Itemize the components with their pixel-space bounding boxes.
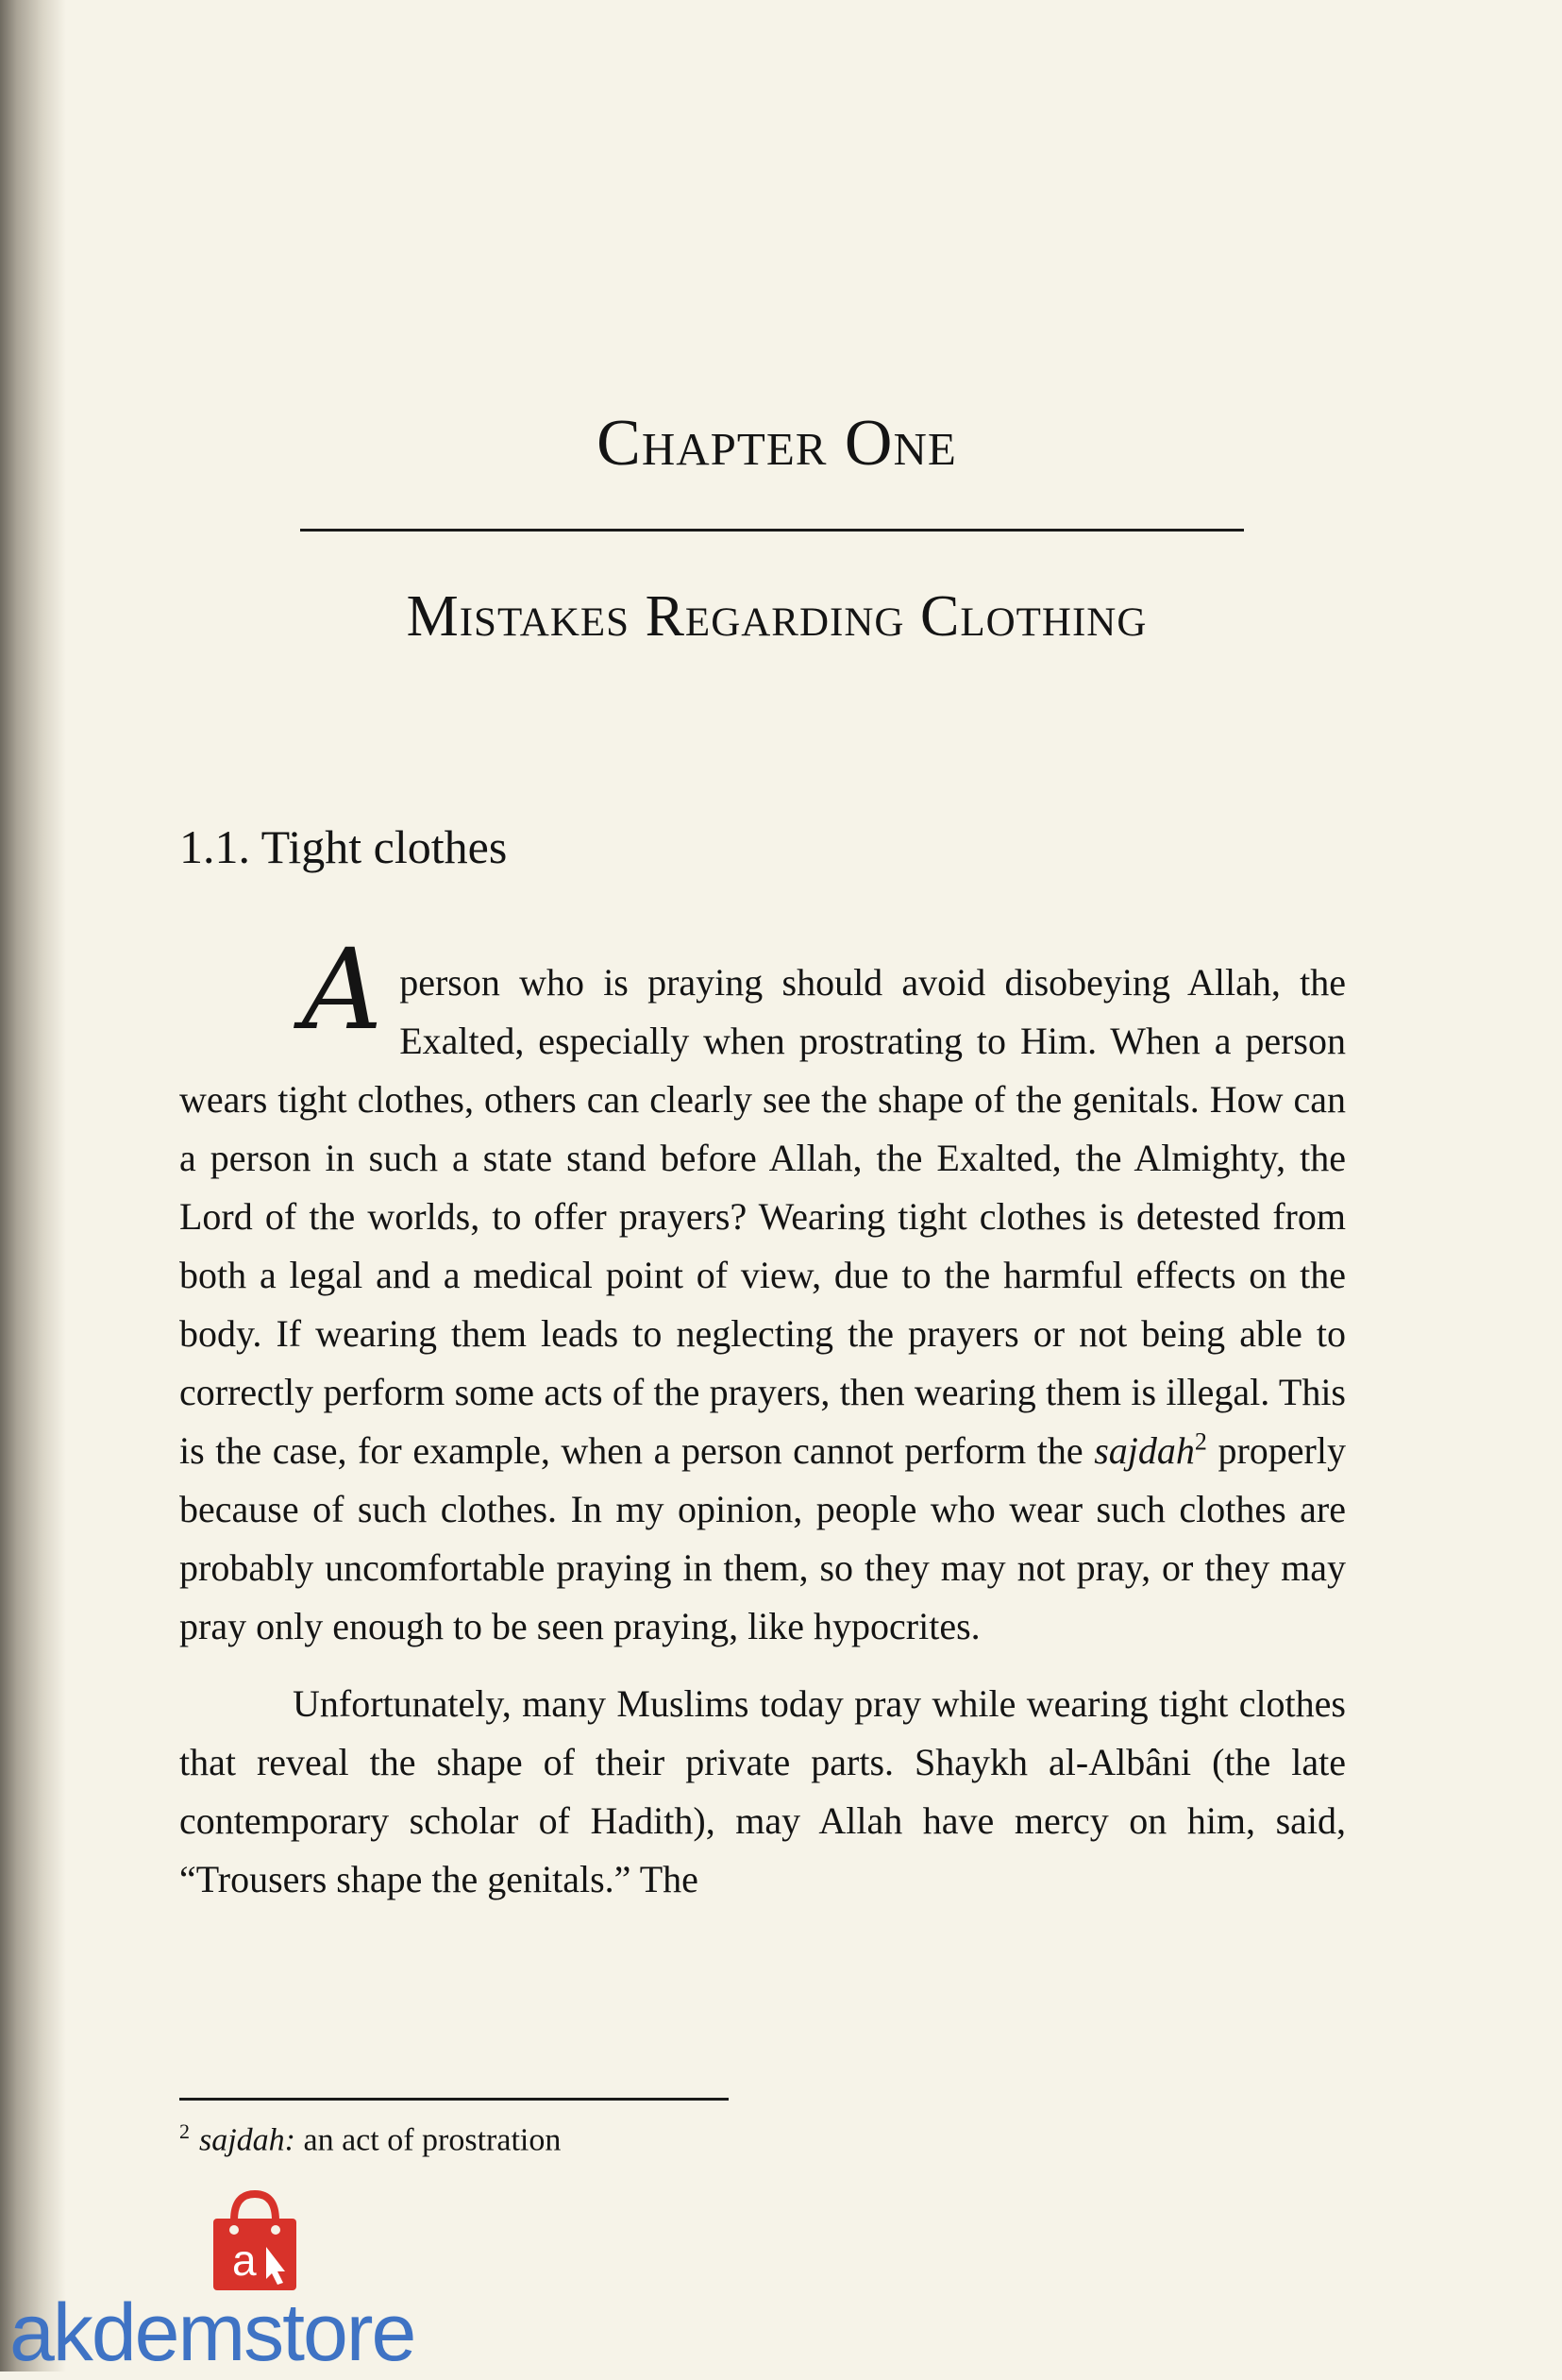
section-heading: 1.1. Tight clothes	[179, 820, 508, 873]
footnote-reference: 2	[1194, 1427, 1207, 1456]
paragraph-2: Unfortunately, many Muslims today pray while wearing tight clothes that reveal the shape of their private parts. Shaykh al-Albâni (the late contemporary scholar of Hadith), may Allah have mercy on him, said, “Trousers shape the genitals.” The	[179, 1682, 1346, 1900]
term-sajdah: sajdah	[1094, 1429, 1195, 1472]
body-text	[179, 924, 1346, 1909]
footnote	[179, 2119, 561, 2158]
paragraph-1-text-a: person who is praying should avoid disobeying Allah, the Exalted, especially when prostrating to Him. When a person wears tight clothes, others can clearly see the shape of the genitals. How can a person in such a state stand before Allah, the Exalted, the Almighty, the Lord of the worlds, to offer prayers? Wearing tight clothes is detested from both a legal and a medical point of view, due to the harmful effects on the body. If wearing them leads to neglecting the prayers or not being able to correctly perform some acts of the prayers, then wearing them is illegal. This is the case, for example, when a person cannot perform the	[179, 961, 1346, 1472]
footnote-term: sajdah:	[199, 2122, 295, 2158]
store-logo-text: akdemstore	[9, 2287, 415, 2378]
drop-cap: A	[302, 924, 383, 1055]
chapter-subtitle: Mistakes Regarding Clothing	[406, 584, 1148, 649]
paragraph-1	[179, 924, 1346, 1656]
svg-text:a: a	[232, 2236, 257, 2285]
footnote-divider	[179, 2098, 729, 2101]
chapter-divider	[300, 529, 1244, 532]
footnote-text: an act of prostration	[303, 2122, 562, 2158]
paragraph-1-text-b: properly because of such clothes. In my opinion, people who wear such clothes are probably uncomfortable praying in them, so they may not pray, or they may pray only enough to be seen praying, like hypocrites.	[179, 1429, 1346, 1647]
store-watermark	[9, 2181, 519, 2378]
footnote-number: 2	[179, 2119, 190, 2143]
chapter-title: Chapter One	[596, 407, 957, 480]
shopping-bag-icon	[198, 2181, 311, 2294]
